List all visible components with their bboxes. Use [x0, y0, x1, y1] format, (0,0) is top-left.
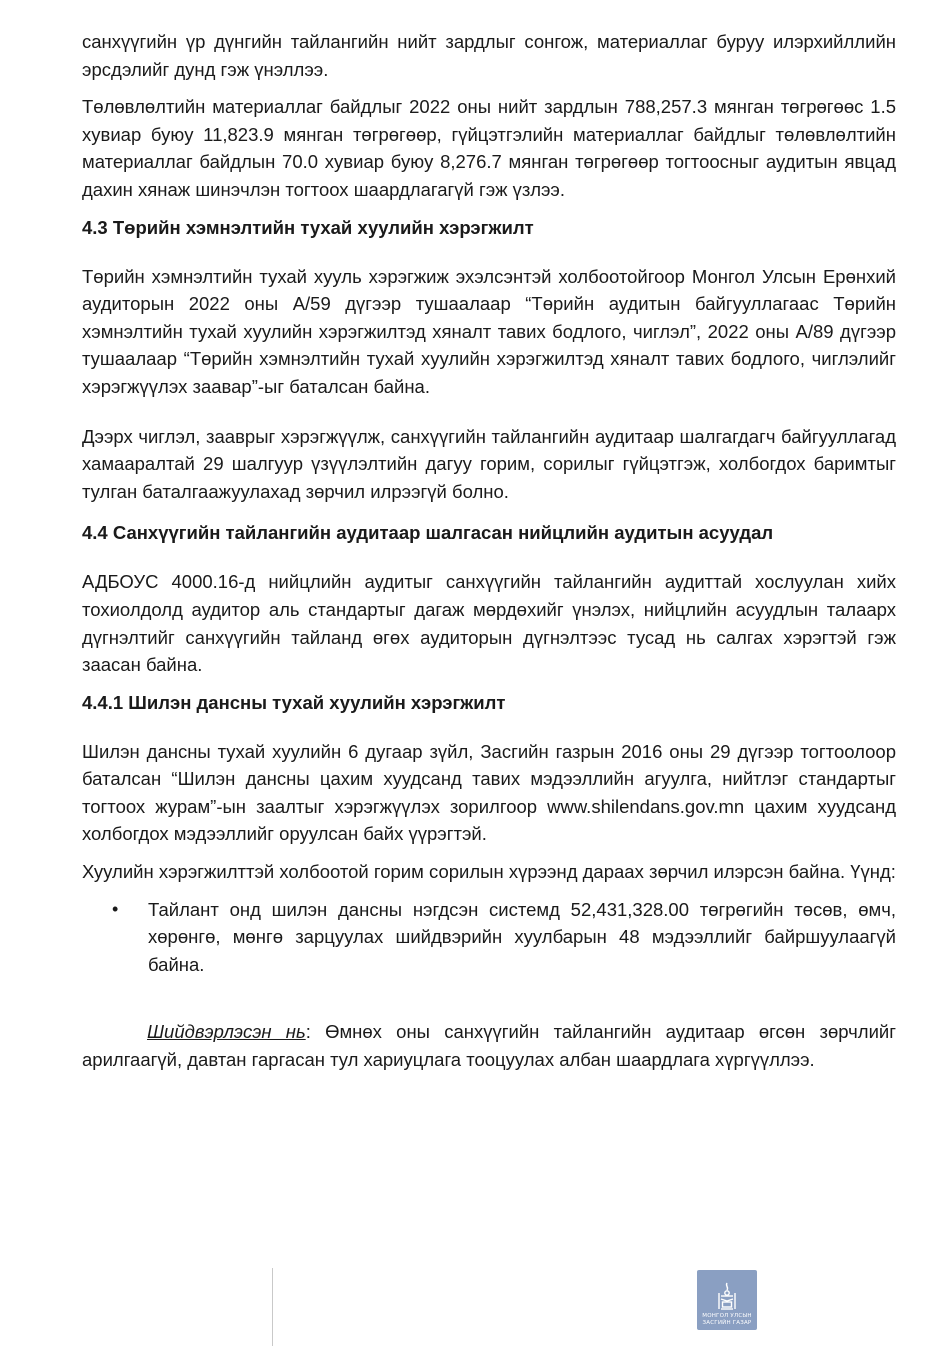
decision-label: Шийдвэрлэсэн нь [147, 1021, 306, 1043]
decision-text: Өмнөх оны санхүүгийн тайлангийн аудитаар өгсөн зөрчлийг арилгаагүй, давтан гаргасан тул хариуцлага тооцуулах албан шаардлага хүргүүллээ. [82, 1021, 897, 1071]
heading-4-3: 4.3 Төрийн хэмнэлтийн тухай хуулийн хэрэгжилт [82, 216, 534, 238]
paragraph-austerity-result: Дээрх чиглэл, зааврыг хэрэгжүүлж, санхүүгийн тайлангийн аудитаар шалгагдагч байгууллагад хамааралтай 29 шалгуур үзүүлэлтийн дагуу горим, сорилыг гүйцэтгэж, холбогдох баримтыг тулган баталгаажуулахад зөрчил илрээгүй болно. [82, 425, 896, 502]
soyombo-emblem-icon [716, 1281, 738, 1311]
bullet-mark: • [112, 898, 119, 919]
paragraph-materiality-levels: Төлөвлөлтийн материаллаг байдлыг 2022 оны нийт зардлын 788,257.3 мянган төгрөгөөс 1.5 хувиар буюу 11,823.9 мянган төгрөгөөр, гүйцэтгэлийн материаллаг байдлыг төлөвлөлтийн материаллаг байдлын 70.0 хувиар буюу 8,276.7 мянган төгрөгөөр тогтоосныг аудитын явцад дахин хянаж шинэчлэн тогтоох шаардлагагүй гэж үзлээ. [82, 96, 896, 200]
heading-4-4-1: 4.4.1 Шилэн дансны тухай хуулийн хэрэгжилт [82, 691, 506, 713]
paragraph-compliance-standard: АДБОУС 4000.16-д нийцлийн аудитыг санхүүгийн тайлангийн аудиттай хослуулан хийх тохиолдолд аудитор аль стандартыг дагаж мөрдөхийг үнэлэх, нийцлийн асуудлын талаарх дүгнэлтийг санхүүгийн тайланд өгөх аудиторын дүгнэлтээс тусад нь салгах хэрэгтэй гэж заасан байна. [82, 571, 896, 676]
emblem-caption [702, 1313, 752, 1326]
bullet-text: Тайлант онд шилэн дансны нэгдсэн системд 52,431,328.00 төгрөгийн төсөв, өмч, хөрөнгө, мөнгө зарцуулах шийдвэрийн хуулбарын 48 мэдээллийг байршуулаагүй байна. [148, 898, 896, 975]
emblem-line-1: МОНГОЛ УЛСЫН [702, 1313, 752, 1319]
footer-divider [272, 1268, 273, 1346]
paragraph-violations-intro: Хуулийн хэрэгжилттэй холбоотой горим сорилын хүрээнд дараах зөрчил илэрсэн байна. Үүнд: [82, 861, 896, 883]
paragraph-austerity-law: Төрийн хэмнэлтийн тухай хууль хэрэгжиж эхэлсэнтэй холбоотойгоор Монгол Улсын Ерөнхий аудиторын 2022 оны А/59 дүгээр тушаалаар “Төрийн аудитын байгууллагаас Төрийн хэмнэлтийн тухай хуулийн хэрэгжилтэд хяналт тавих бодлого, чиглэл”, 2022 оны А/89 дүгээр тушаалаар “Төрийн хэмнэлтийн тухай хуулийн хэрэгжилтэд хяналт тавих бодлого, чиглэлийг хэрэгжүүлэх заавар”-ыг баталсан байна. [82, 265, 896, 397]
paragraph-glass-account-law: Шилэн дансны тухай хуулийн 6 дугаар зүйл, Засгийн газрын 2016 оны 29 дүгээр тогтоолоор баталсан “Шилэн дансны цахим хуудсанд тавих мэдээллийн агуулга, нийтлэг стандартыг тогтоох журам”-ын заалтыг хэрэгжүүлэх зорилгоор www.shilendans.gov.mn цахим хуудсанд холбогдох мэдээллийг оруулсан байх үүрэгтэй. [82, 740, 896, 845]
emblem-line-2: ЗАСГИЙН ГАЗАР [702, 1319, 752, 1326]
list-item [112, 896, 896, 979]
document-page [82, 28, 896, 1074]
paragraph-decision [82, 1018, 896, 1073]
government-emblem [697, 1270, 757, 1330]
heading-4-4: 4.4 Санхүүгийн тайлангийн аудитаар шалгасан нийцлийн аудитын асуудал [82, 522, 774, 544]
decision-colon: : [305, 1021, 311, 1043]
paragraph-materiality-risk: санхүүгийн үр дүнгийн тайлангийн нийт зардлыг сонгож, материаллаг буруу илэрхийллийн эрсдэлийг дунд гэж үнэллээ. [82, 31, 896, 80]
